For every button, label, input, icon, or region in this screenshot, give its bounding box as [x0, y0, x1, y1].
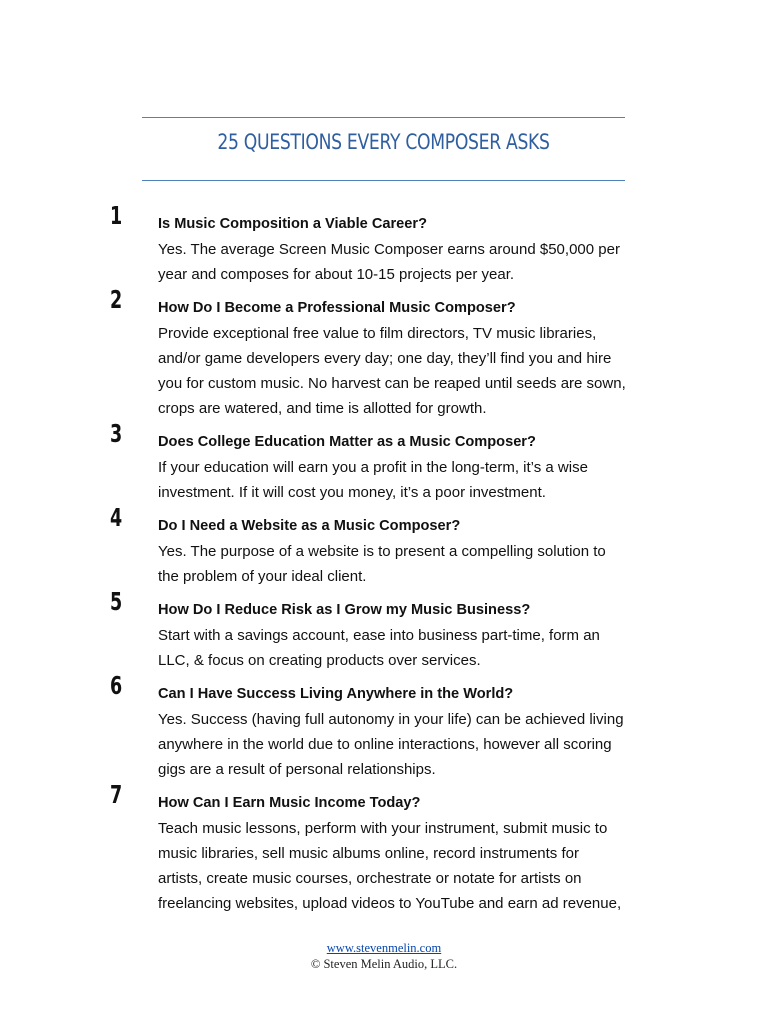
- title-rule-top: [142, 117, 625, 118]
- answer-line: LLC, & focus on creating products over services.: [158, 652, 481, 669]
- answer-line: the problem of your ideal client.: [158, 568, 367, 585]
- answer-text: [158, 321, 676, 421]
- question-heading: How Can I Earn Music Income Today?: [158, 795, 421, 811]
- document-title: 25 QUESTIONS EVERY COMPOSER ASKS: [217, 130, 550, 154]
- answer-line: anywhere in the world due to online interactions, however all scoring: [158, 736, 612, 753]
- answer-line: you for custom music. No harvest can be reaped until seeds are sown,: [158, 375, 626, 392]
- question-heading: Do I Need a Website as a Music Composer?: [158, 518, 461, 534]
- answer-text: [158, 623, 676, 673]
- answer-line: Start with a savings account, ease into business part-time, form an: [158, 627, 600, 644]
- question-number: 6: [110, 671, 123, 700]
- answer-line: and/or game developers every day; one day, they’ll find you and hire: [158, 350, 612, 367]
- answer-text: [158, 455, 676, 505]
- question-number: 2: [110, 285, 123, 314]
- qa-item-2: [110, 285, 680, 421]
- qa-item-6: [110, 671, 680, 782]
- answer-line: investment. If it will cost you money, it’s a poor investment.: [158, 484, 546, 501]
- question-heading: Is Music Composition a Viable Career?: [158, 216, 427, 232]
- website-link[interactable]: www.stevenmelin.com: [326, 941, 442, 955]
- answer-line: Yes. The purpose of a website is to present a compelling solution to: [158, 543, 606, 560]
- question-heading: How Do I Become a Professional Music Composer?: [158, 300, 516, 316]
- answer-line: year and composes for about 10-15 projects per year.: [158, 266, 515, 283]
- page-footer: [0, 940, 768, 972]
- answer-line: Yes. Success (having full autonomy in your life) can be achieved living: [158, 711, 624, 728]
- question-heading: How Do I Reduce Risk as I Grow my Music Business?: [158, 602, 531, 618]
- answer-line: If your education will earn you a profit in the long-term, it’s a wise: [158, 459, 588, 476]
- answer-line: artists, create music courses, orchestrate or notate for artists on: [158, 870, 582, 887]
- qa-item-7: [110, 780, 680, 916]
- answer-line: freelancing websites, upload videos to YouTube and earn ad revenue,: [158, 895, 622, 912]
- answer-line: crops are watered, and time is allotted for growth.: [158, 400, 487, 417]
- answer-line: Teach music lessons, perform with your instrument, submit music to: [158, 820, 608, 837]
- answer-text: [158, 237, 676, 287]
- answer-line: gigs are a result of personal relationships.: [158, 761, 436, 778]
- qa-item-5: [110, 587, 680, 673]
- question-number: 4: [110, 503, 123, 532]
- answer-line: music libraries, sell music albums online, record instruments for: [158, 845, 579, 862]
- answer-text: [158, 539, 676, 589]
- qa-item-3: [110, 419, 680, 505]
- qa-item-4: [110, 503, 680, 589]
- answer-line: Provide exceptional free value to film directors, TV music libraries,: [158, 325, 597, 342]
- question-number: 1: [110, 201, 123, 230]
- question-heading: Does College Education Matter as a Music Composer?: [158, 434, 536, 450]
- qa-item-1: [110, 201, 680, 287]
- copyright-text: © Steven Melin Audio, LLC.: [310, 957, 458, 971]
- answer-text: [158, 707, 676, 782]
- answer-text: [158, 816, 676, 916]
- question-number: 7: [110, 780, 123, 809]
- answer-line: Yes. The average Screen Music Composer earns around $50,000 per: [158, 241, 620, 258]
- question-number: 5: [110, 587, 123, 616]
- title-rule-bottom: [142, 180, 625, 181]
- question-number: 3: [110, 419, 123, 448]
- question-heading: Can I Have Success Living Anywhere in the World?: [158, 686, 514, 702]
